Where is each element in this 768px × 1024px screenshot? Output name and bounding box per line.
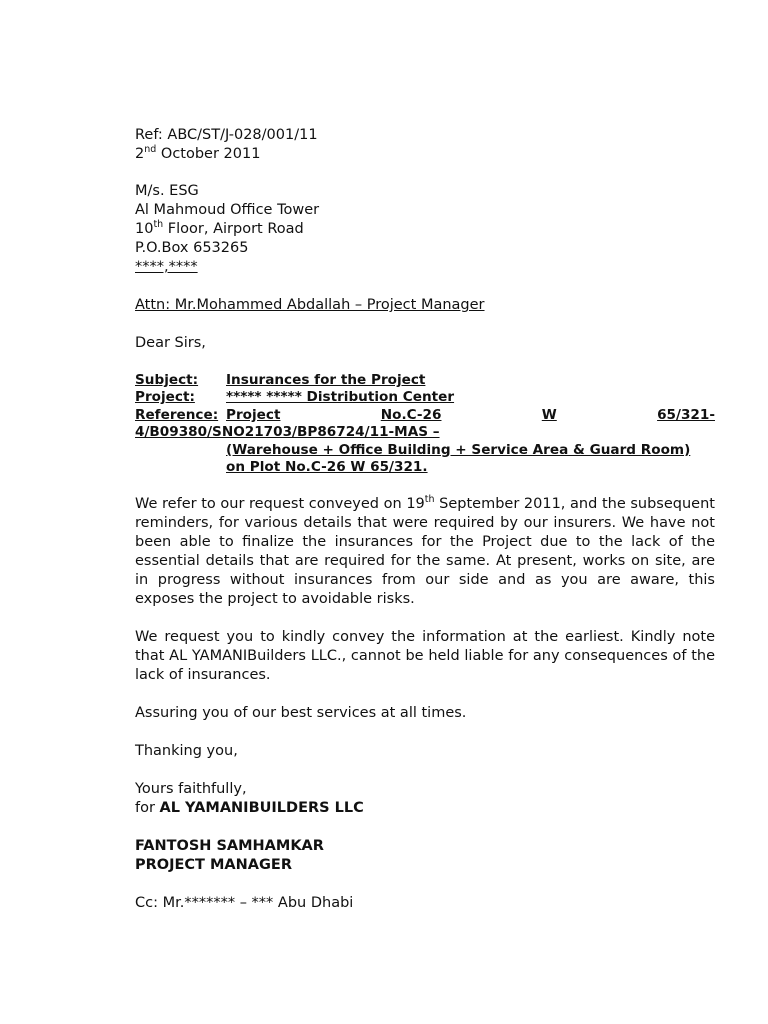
project-row — [135, 389, 715, 406]
date-day: 2 — [135, 146, 145, 162]
recipient-pobox: P.O.Box 653265 — [135, 240, 249, 256]
project-label: Project: — [135, 389, 195, 406]
floor-suffix: th — [153, 219, 164, 231]
closing-company: AL YAMANIBUILDERS LLC — [159, 800, 364, 817]
body-paragraph-1 — [135, 495, 715, 609]
subject-block — [135, 372, 715, 476]
reference-line3-text: (Warehouse + Office Building + Service Area & Guard Room) — [226, 441, 691, 458]
project-value: ***** ***** Distribution Center — [226, 389, 455, 406]
body-paragraph-4: Thanking you, — [135, 743, 238, 760]
date-suffix: nd — [144, 144, 157, 156]
cc-line: Cc: Mr.******* – *** Abu Dhabi — [135, 895, 354, 912]
reference-line4 — [135, 459, 715, 476]
reference-label: Reference: — [135, 406, 219, 423]
subject-value: Insurances for the Project — [226, 372, 426, 388]
floor-number: 10 — [135, 221, 154, 237]
recipient-address — [135, 182, 715, 277]
letter-body — [135, 126, 715, 913]
paragraph-1-rest: September 2011, and the subsequent reminders, for various details that were required by our insurers. We have not been able to finalize the insurances for the Project due to the lack of the essential details that are required for the same. At present, works on site, are in progress without insurances from our side and as you are aware, this exposes the project to avoidable risks. — [135, 496, 715, 608]
subject-row — [135, 372, 715, 389]
signatory-title: PROJECT MANAGER — [135, 857, 292, 874]
floor-rest: Floor, Airport Road — [163, 221, 304, 237]
salutation: Dear Sirs, — [135, 335, 206, 351]
signatory-name: FANTOSH SAMHAMKAR — [135, 838, 324, 855]
reference-line2 — [135, 424, 715, 441]
recipient-company: M/s. ESG — [135, 183, 199, 199]
reference-part: Project — [226, 406, 281, 423]
reference-part: 65/321- — [657, 406, 715, 423]
reference-number: Ref: ABC/ST/J-028/001/11 — [135, 127, 318, 143]
body-paragraph-2: We request you to kindly convey the information at the earliest. Kindly note that AL YAMANIBuilders LLC., cannot be held liable for any consequences of the lack of insurances. — [135, 629, 715, 684]
attention-line: Attn: Mr.Mohammed Abdallah – Project Manager — [135, 297, 485, 313]
body-paragraph-3: Assuring you of our best services at all times. — [135, 705, 467, 722]
closing-company-line — [135, 799, 715, 818]
date-rest: October 2011 — [156, 146, 261, 162]
reference-value-line1 — [226, 407, 715, 424]
paragraph-1-sup: th — [424, 494, 435, 506]
reference-line3 — [135, 442, 715, 459]
reference-line4-text: on Plot No.C-26 W 65/321. — [226, 459, 428, 476]
paragraph-1-start: We refer to our request conveyed on 19 — [135, 496, 425, 513]
subject-label: Subject: — [135, 372, 199, 388]
reference-line2-text: 4/B09380/SNO21703/BP86724/11-MAS – — [135, 424, 440, 441]
recipient-floor — [135, 220, 715, 239]
recipient-building: Al Mahmoud Office Tower — [135, 202, 320, 218]
letter-date — [135, 145, 715, 164]
closing-yours: Yours faithfully, — [135, 781, 247, 798]
reference-part: W — [541, 406, 557, 423]
reference-part: No.C-26 — [380, 406, 442, 423]
reference-row — [135, 407, 715, 424]
closing-for: for — [135, 800, 160, 817]
recipient-city: ****,**** — [135, 259, 198, 275]
